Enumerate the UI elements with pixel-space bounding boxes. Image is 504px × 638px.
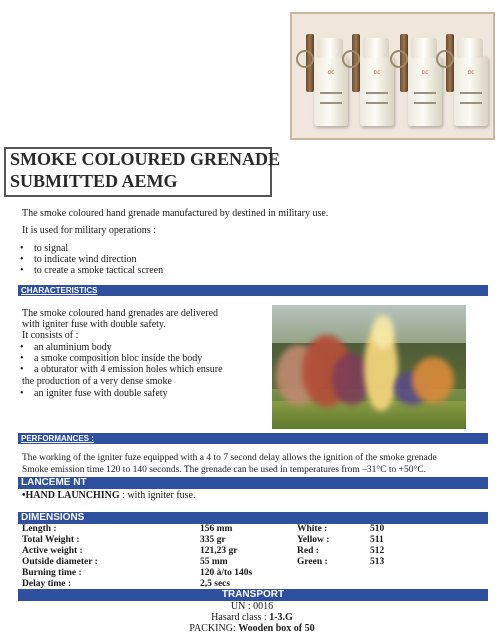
- spec-label: Outside diameter :: [22, 557, 98, 567]
- spec-label: Delay time :: [22, 579, 72, 589]
- color-label: White :: [297, 524, 328, 534]
- smoke-demo-photo: [272, 305, 466, 429]
- packing: [0, 623, 504, 635]
- grenade-canister: [408, 56, 442, 126]
- color-label: Red :: [297, 546, 319, 556]
- color-code: 513: [370, 557, 385, 567]
- component-item-continued: the production of a very dense smoke: [22, 376, 172, 387]
- launching-method: •HAND LAUNCHING: [22, 490, 120, 501]
- canister-label: ClC: [327, 70, 335, 75]
- use-item: • to indicate wind direction: [34, 254, 136, 265]
- spec-value: 55 mm: [200, 557, 228, 567]
- hazard-class-label: Hasard class :: [211, 612, 270, 623]
- spec-value: 335 gr: [200, 535, 226, 545]
- canister-label: ClC: [467, 70, 475, 75]
- component-item: • a smoke composition bloc inside the body: [34, 353, 202, 364]
- component-item: • an aluminium body: [34, 342, 112, 353]
- product-photo: [290, 12, 495, 140]
- spec-value: 2,5 secs: [200, 579, 231, 589]
- title-line-1: SMOKE COLOURED GRENADE: [10, 149, 281, 169]
- color-label: Green :: [297, 557, 328, 567]
- transport-heading: TRANSPORT: [18, 589, 488, 601]
- characteristics-heading: CHARACTERISTICS: [18, 285, 488, 296]
- color-label: Yellow :: [297, 535, 330, 545]
- packing-label: PACKING:: [189, 623, 239, 634]
- un-number: UN : 0016: [230, 601, 274, 612]
- spec-label: Active weight :: [22, 546, 83, 556]
- use-item: • to create a smoke tactical screen: [34, 265, 163, 276]
- grenade-canister: [360, 56, 394, 126]
- intro-paragraph: The smoke coloured hand grenade manufactured by destined in military use.: [22, 208, 329, 219]
- color-code: 512: [370, 546, 385, 556]
- spec-label: Total Weight :: [22, 535, 80, 545]
- launching-text: [22, 490, 196, 502]
- performances-text: Smoke emission time 120 to 140 seconds. The grenade can be used in temperatures from –31°C to +50°C.: [22, 465, 427, 475]
- uses-intro: It is used for military operations :: [22, 225, 156, 236]
- performances-text: The working of the igniter fuze equipped with a 4 to 7 second delay allows the ignition of the smoke grenade: [22, 453, 437, 463]
- spec-value: 121,23 gr: [200, 546, 238, 556]
- characteristics-text: The smoke coloured hand grenades are delivered: [22, 308, 219, 319]
- launching-heading: LANCEME NT: [18, 477, 488, 489]
- grenade-canister: [454, 56, 488, 126]
- dimensions-heading: DIMENSIONS: [18, 512, 488, 524]
- consists-label: It consists of :: [22, 330, 79, 341]
- spec-label: Burning time :: [22, 568, 82, 578]
- color-code: 511: [370, 535, 384, 545]
- canister-label: ClC: [421, 70, 429, 75]
- spec-value: 156 mm: [200, 524, 233, 534]
- spec-label: Length :: [22, 524, 57, 534]
- performances-heading: PERFORMANCES :: [18, 433, 488, 444]
- grenade-canister: [314, 56, 348, 126]
- hazard-class-value: 1-3.G: [269, 612, 293, 623]
- characteristics-text: with igniter fuse with double safety.: [22, 319, 166, 330]
- component-item: • an igniter fuse with double safety: [34, 388, 168, 399]
- canister-label: ClC: [373, 70, 381, 75]
- component-item: • a obturator with 4 emission holes which ensure: [34, 364, 223, 375]
- title-line-2: SUBMITTED AEMG: [10, 171, 178, 191]
- color-code: 510: [370, 524, 385, 534]
- spec-value: 120 à/to 140s: [200, 568, 253, 578]
- use-item: • to signal: [34, 243, 68, 254]
- page-title: [10, 148, 280, 192]
- launching-detail: : with igniter fuse.: [119, 490, 196, 501]
- packing-value: Wooden box of 50: [238, 623, 315, 634]
